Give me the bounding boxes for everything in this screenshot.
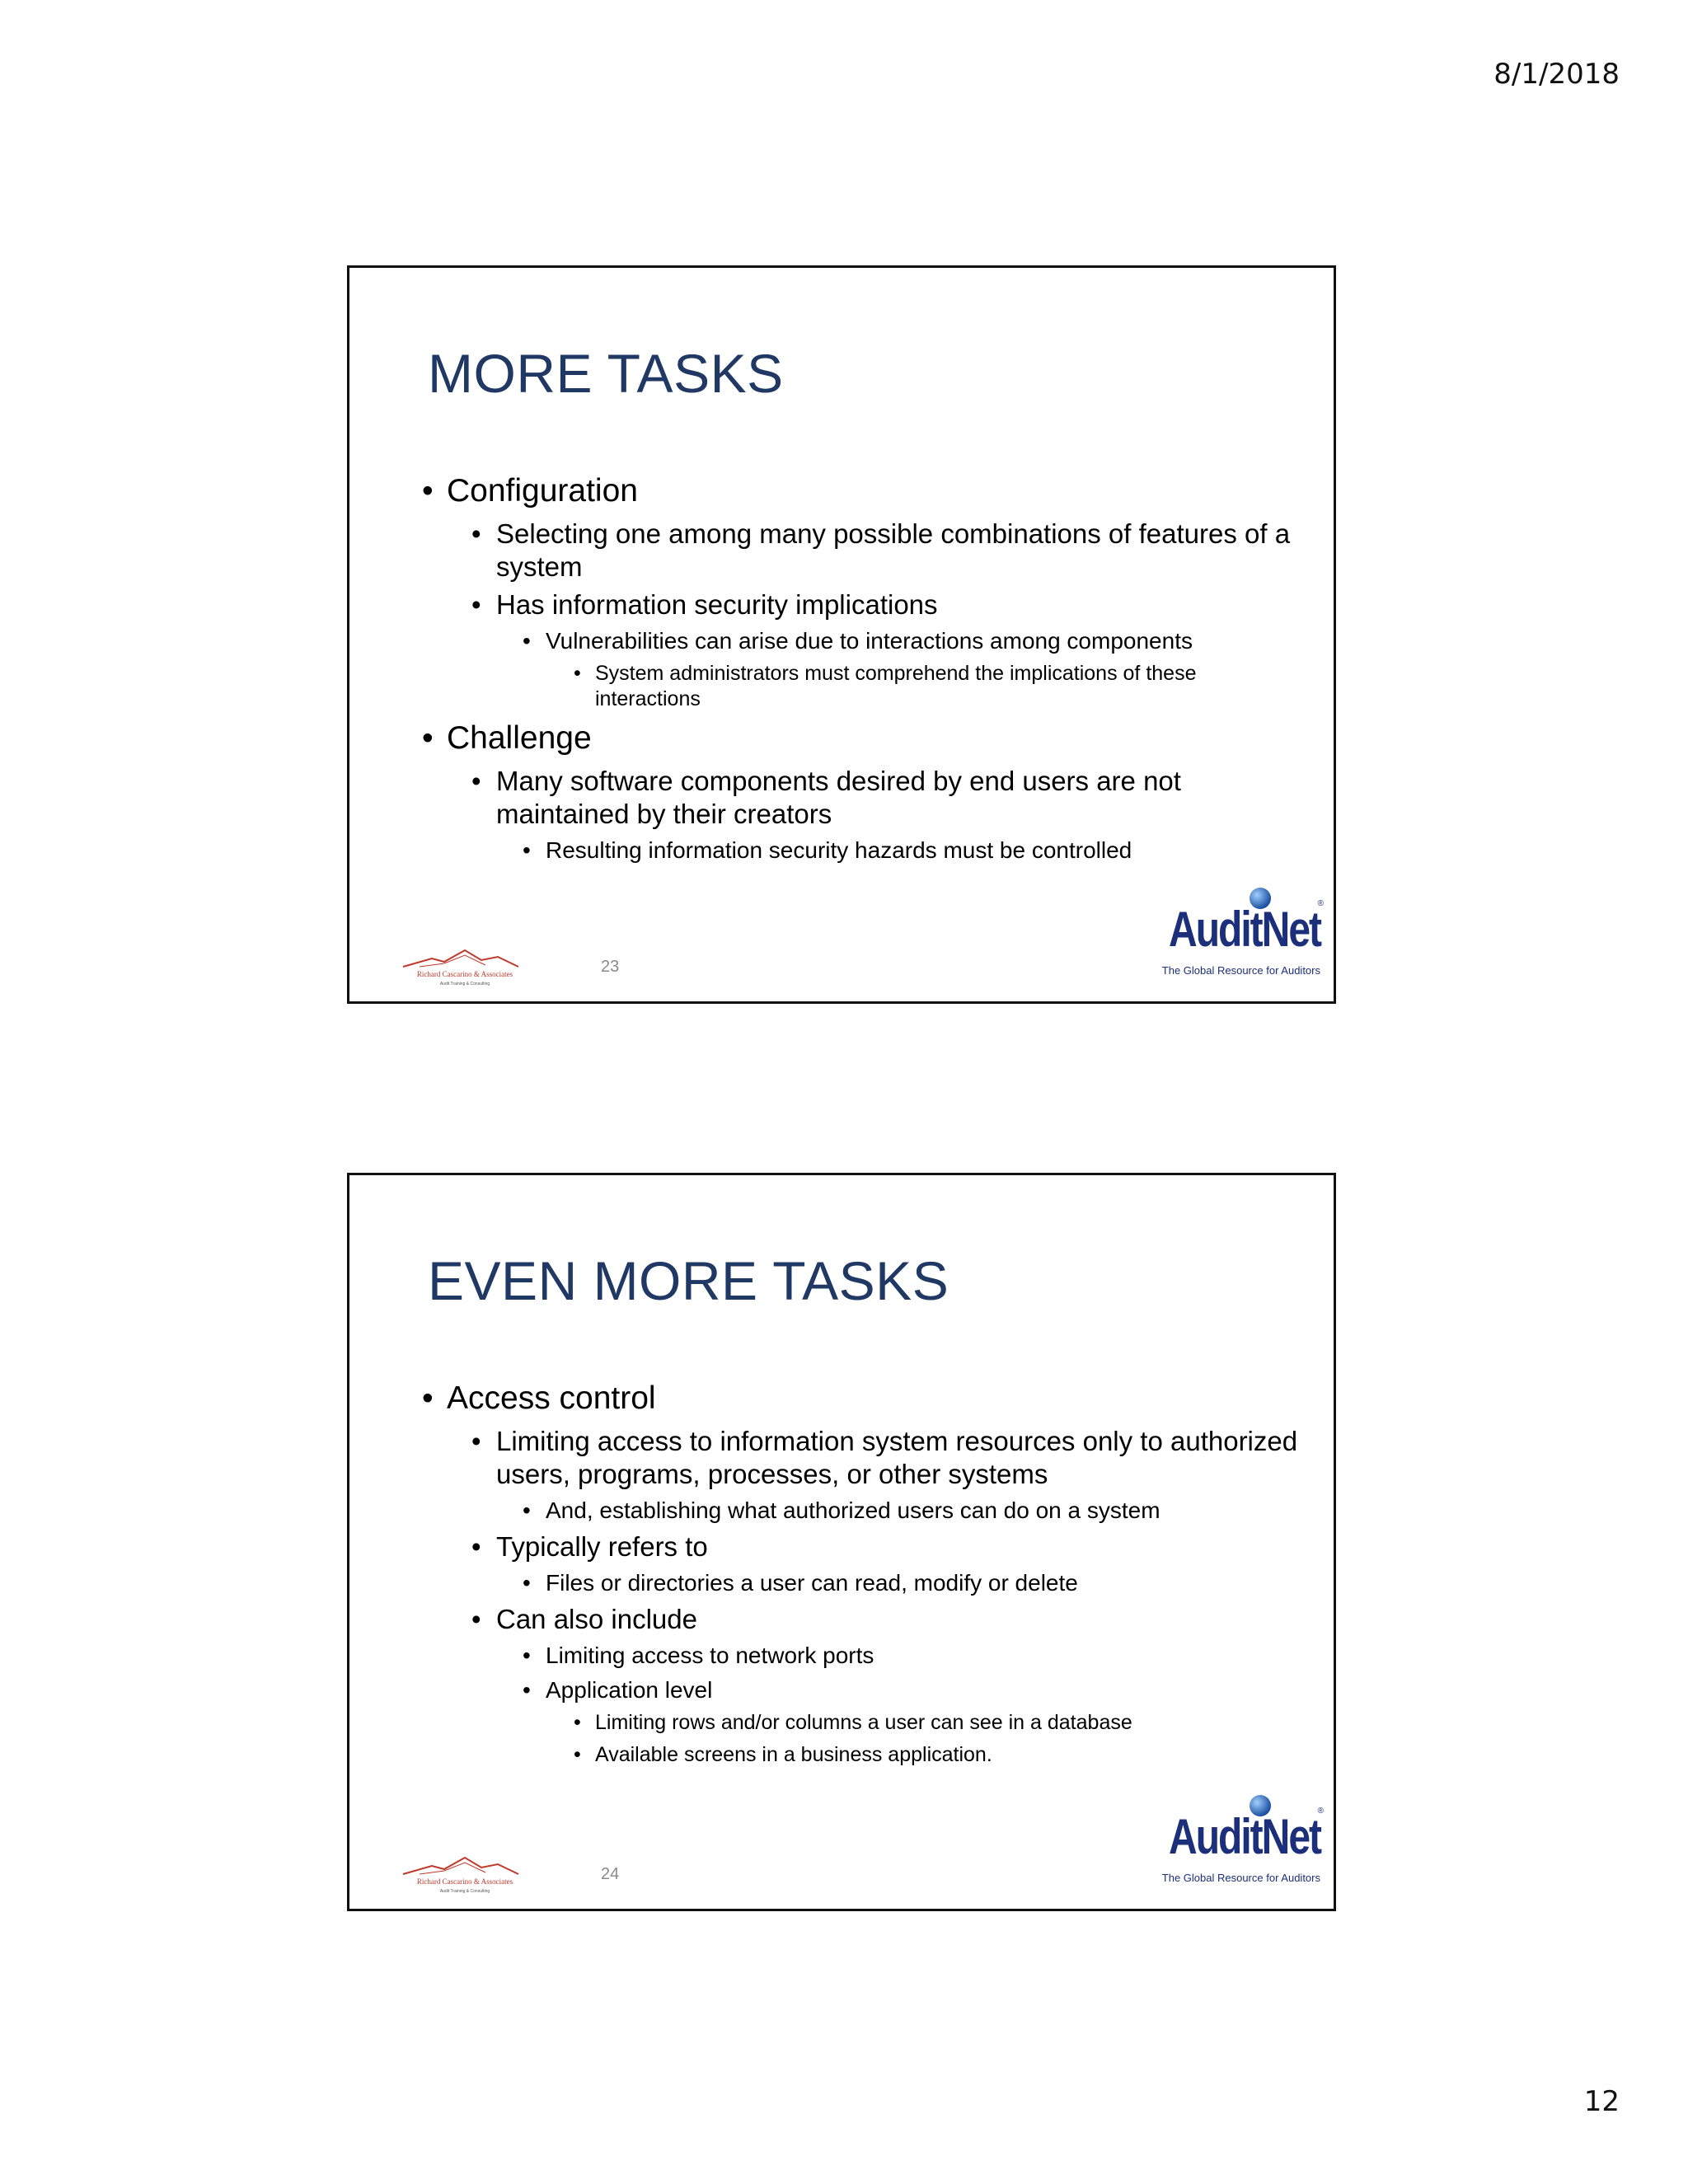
bullet-level-1: • Configuration: [422, 471, 1301, 511]
rca-logo-name: Richard Cascarino & Associates: [416, 970, 513, 978]
auditnet-tagline: The Global Resource for Auditors: [1161, 964, 1320, 977]
auditnet-wordmark: AuditNet: [1169, 1810, 1320, 1865]
bullet-level-4: • Limiting rows and/or columns a user can see in a database: [422, 1710, 1301, 1736]
rca-logo-tagline: Audit Training & Consulting: [439, 982, 490, 987]
auditnet-registered-mark: ®: [1317, 1807, 1324, 1816]
auditnet-logo: [1161, 886, 1324, 977]
bullet-level-3: • Limiting access to network ports: [422, 1641, 1301, 1671]
bullet-level-3: • Resulting information security hazards must be controlled: [422, 836, 1301, 865]
bullet-level-1: • Challenge: [422, 719, 1301, 758]
bullet-level-3: • Application level: [422, 1675, 1301, 1705]
page-number: 12: [1583, 2085, 1620, 2118]
bullet-level-2: • Typically refers to: [422, 1530, 1301, 1563]
bullet-level-3: • Files or directories a user can read, modify or delete: [422, 1568, 1301, 1598]
bullet-list: [422, 1379, 1301, 1774]
bullet-level-4: • System administrators must comprehend the implications of these interactions: [422, 661, 1301, 712]
auditnet-logo: [1161, 1793, 1324, 1884]
bullet-level-2: • Selecting one among many possible combinations of features of a system: [422, 518, 1301, 583]
auditnet-tagline: The Global Resource for Auditors: [1161, 1872, 1320, 1884]
bullet-level-3: • Vulnerabilities can arise due to interactions among components: [422, 626, 1301, 656]
rca-logo-name: Richard Cascarino & Associates: [416, 1877, 513, 1886]
slide-23: [347, 265, 1336, 1004]
bullet-list: [422, 471, 1301, 870]
bullet-level-2: • Many software components desired by end users are not maintained by their creators: [422, 765, 1301, 831]
rca-logo: [387, 1854, 543, 1896]
rca-logo-tagline: Audit Training & Consulting: [439, 1889, 490, 1894]
bullet-level-2: • Has information security implications: [422, 588, 1301, 621]
slide-title: EVEN MORE TASKS: [428, 1250, 950, 1311]
bullet-level-2: • Can also include: [422, 1603, 1301, 1636]
slide-number: 24: [601, 1865, 620, 1883]
page-date: 8/1/2018: [1493, 58, 1620, 91]
slide-number: 23: [601, 958, 620, 976]
bullet-level-1: • Access control: [422, 1379, 1301, 1418]
slide-title: MORE TASKS: [428, 343, 784, 404]
auditnet-wordmark: AuditNet: [1169, 902, 1320, 958]
auditnet-registered-mark: ®: [1317, 899, 1324, 908]
rca-logo: [387, 947, 543, 988]
bullet-level-4: • Available screens in a business application.: [422, 1742, 1301, 1768]
bullet-level-3: • And, establishing what authorized users can do on a system: [422, 1496, 1301, 1526]
bullet-level-2: • Limiting access to information system resources only to authorized users, programs, processes, or other systems: [422, 1425, 1301, 1491]
slide-24: [347, 1173, 1336, 1911]
